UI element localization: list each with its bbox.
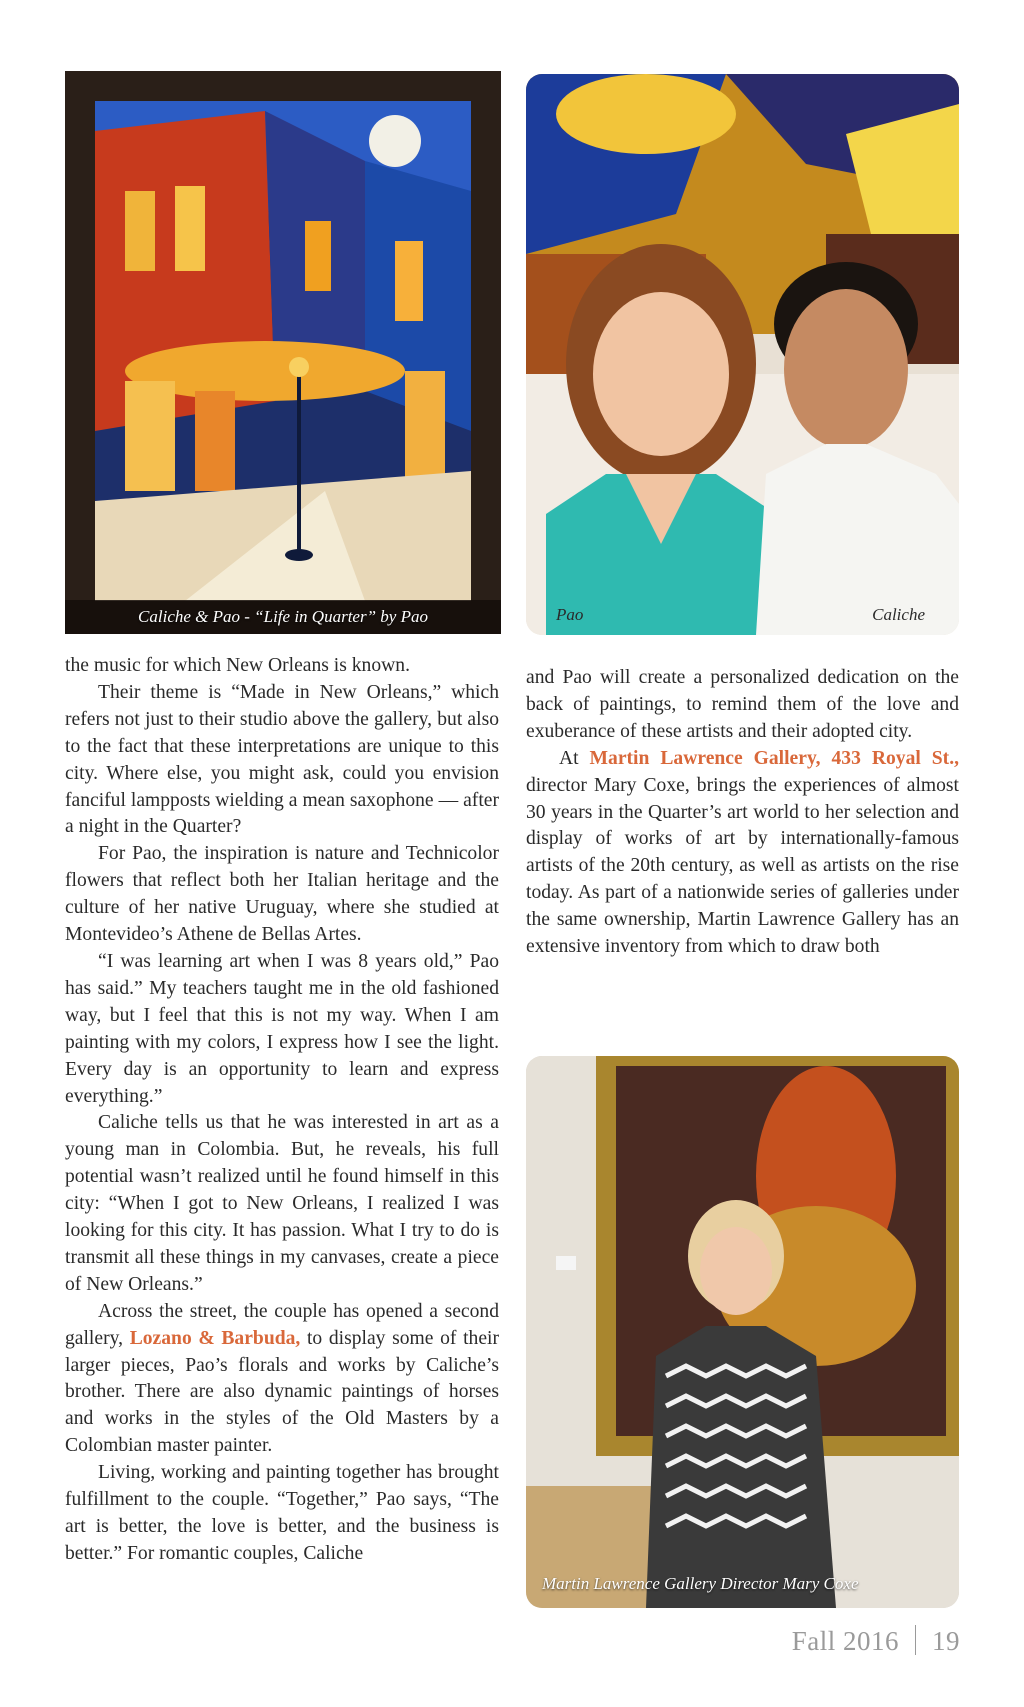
right-paragraph-2-after: director Mary Coxe, brings the experiences of almost 30 years in the Quarter’s art world to her selection and display of works of art by internationally-famous artists of the 20th century, as well as artists on the rise today. As part of a nationwide series of galleries under the same ownership, Martin Lawrence Gallery has an extensive inventory from which to draw both <box>526 774 959 958</box>
painting-caption-text: Caliche & Pao - “Life in Quarter” by Pao <box>138 607 428 626</box>
couple-photo <box>526 74 959 635</box>
issue-label: Fall 2016 <box>791 1626 899 1656</box>
couple-image <box>526 74 959 635</box>
painting-image <box>65 71 501 634</box>
lozano-barbuda-link: Lozano & Barbuda, <box>129 1327 301 1349</box>
left-paragraph-6-before: Across the street, the couple has opened a second gallery, <box>65 1300 499 1349</box>
painting-caption <box>65 600 501 634</box>
left-paragraph-1: the music for which New Orleans is known. <box>65 655 410 676</box>
left-paragraph-7: Living, working and painting together has brought fulfillment to the couple. “Together,” Pao says, “The art is better, the love is better, and the business is better.” For romantic couples, Caliche <box>65 1462 499 1564</box>
director-caption: Martin Lawrence Gallery Director Mary Coxe <box>542 1574 859 1593</box>
left-paragraph-3: For Pao, the inspiration is nature and Technicolor flowers that reflect both her Italian heritage and the culture of her native Uruguay, where she studied at Montevideo’s Athene de Bellas Artes. <box>65 843 499 946</box>
left-column <box>65 653 499 1568</box>
right-paragraph-2-before: At <box>559 747 579 769</box>
left-paragraph-2: Their theme is “Made in New Orleans,” which refers not just to their studio above the gallery, but also to the fact that these interpretations are unique to this city. Where else, you might ask, could you envision fanciful lampposts wielding a mean saxophone — after a night in the Quarter? <box>65 681 499 838</box>
left-paragraph-5: Caliche tells us that he was interested in art as a young man in Colombia. But, he reveals, his full potential wasn’t realized until he found himself in this city: “When I got to New Orleans, I realized I was looking for this city. It has passion. What I try to do is transmit all these things in my canvases, create a piece of New Orleans.” <box>65 1112 499 1295</box>
page-footer <box>792 1625 960 1657</box>
couple-label-right: Caliche <box>872 605 925 624</box>
left-paragraph-4: “I was learning art when I was 8 years old,” Pao has said.” My teachers taught me in the old fashioned way, but I feel that this is not my way. When I am painting with my colors, I express how I see the light. Every day is an opportunity to learn and express everything.” <box>65 950 499 1107</box>
page-number: 19 <box>932 1626 960 1656</box>
right-paragraph-1: and Pao will create a personalized dedication on the back of paintings, to remind them of the love and exuberance of these artists and their adopted city. <box>526 667 959 742</box>
painting-photo <box>65 71 501 634</box>
right-column <box>526 665 959 961</box>
martin-lawrence-gallery-link: Martin Lawrence Gallery, 433 Royal St., <box>589 747 959 769</box>
left-paragraph-6 <box>65 1299 499 1460</box>
right-paragraph-2 <box>526 746 959 961</box>
director-image <box>526 1056 959 1608</box>
footer-divider <box>915 1625 916 1655</box>
couple-label-left: Pao <box>556 605 584 624</box>
left-paragraph-6-after: to display some of their larger pieces, Pao’s florals and works by Caliche’s brother. There are also dynamic paintings of horses and works in the styles of the Old Masters by a Colombian master painter. <box>65 1327 499 1457</box>
director-photo <box>526 1056 959 1608</box>
